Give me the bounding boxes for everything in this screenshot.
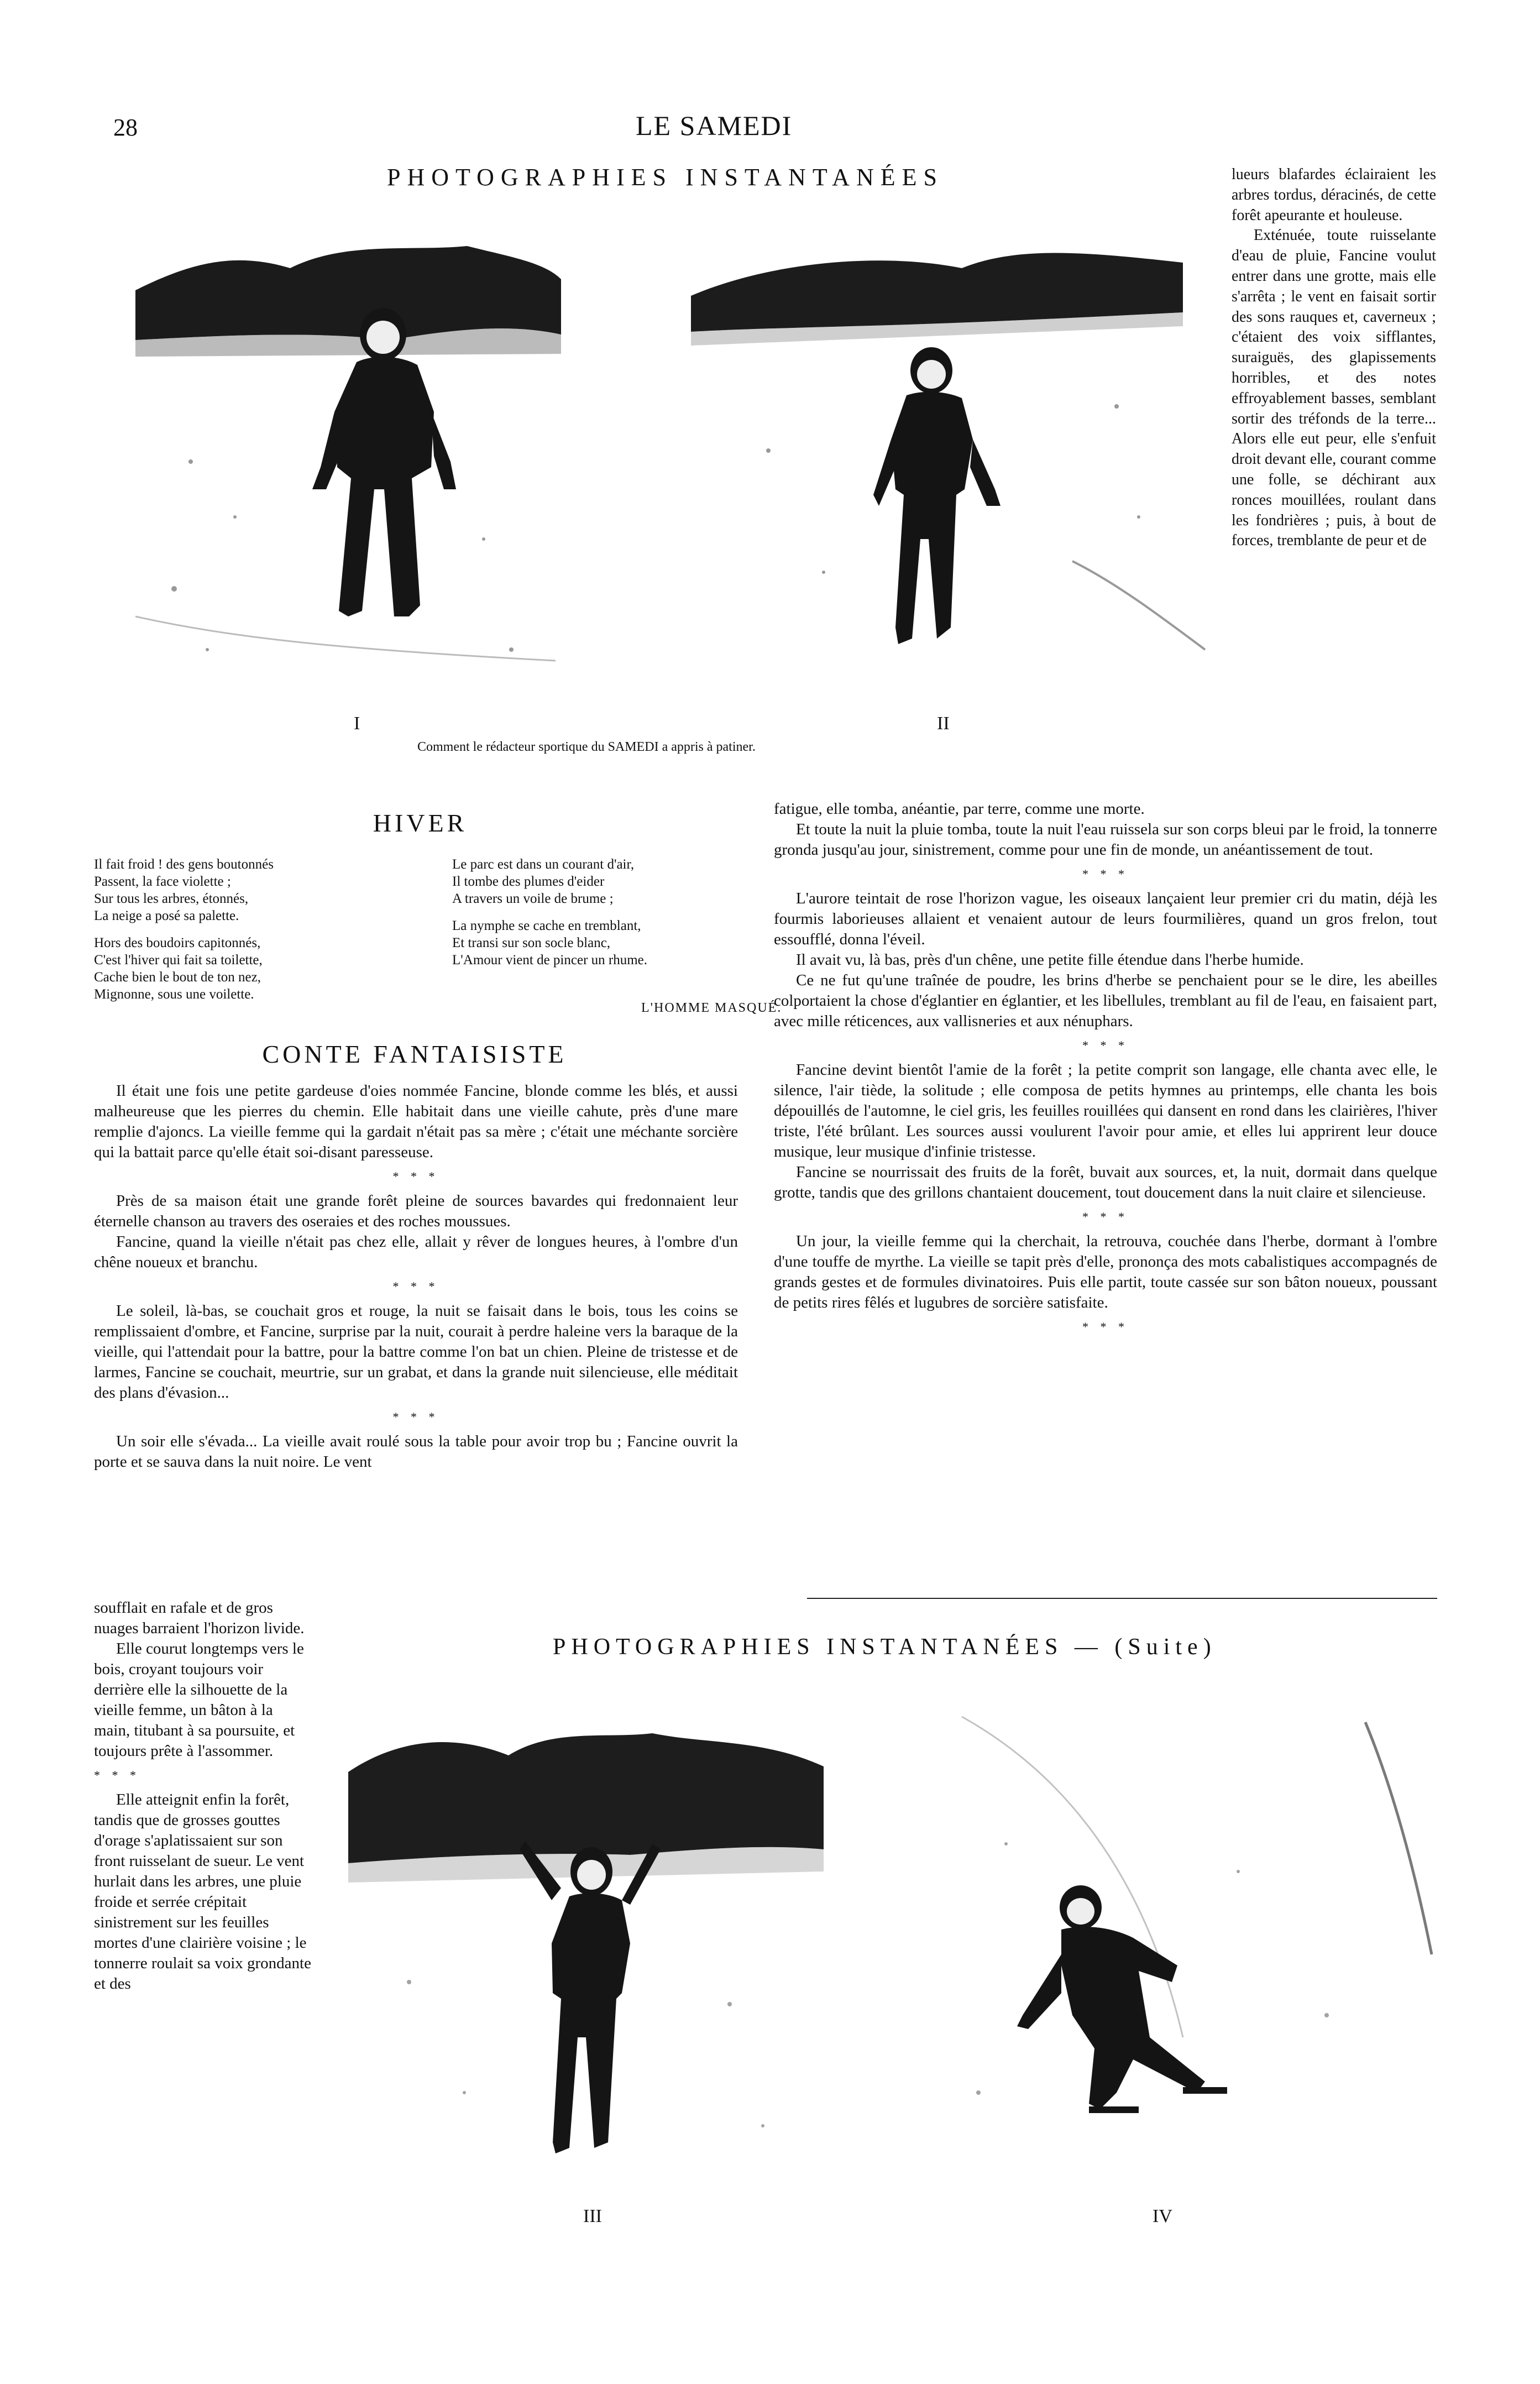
right-column-text [1232,165,1436,551]
section-separator: * * * [392,1169,439,1183]
story-paragraph: Elle courut longtemps vers le bois, croyant toujours voir derrière elle la silhouette de la vieille femme, un bâton à la main, titubant à sa poursuite, et toujours prête à l'assommer. [94,1640,304,1760]
section-separator: * * * [94,1768,140,1782]
section-divider [807,1598,1437,1599]
right-column-paragraph: Exténuée, toute ruisselante d'eau de pluie, Fancine voulut entrer dans une grotte, mais elle s'arrêta ; le vent en faisait sortir des sons rauques et, caverneux ; c'étaient des voix sifflantes, suraiguës, des glapissements horribles, et des notes effroyablement basses, semblant sortir des tréfonds de la terre... Alors elle eut peur, elle s'enfuit droit devant elle, courant comme une folle, se déchirant aux ronces mouillées, roulant dans les fondrières ; puis, à bout de forces, tremblante de peur et de [1232,227,1436,550]
story-paragraph: soufflait en rafale et de gros nuages barraient l'horizon livide. [94,1599,305,1637]
story-paragraph: Ce ne fut qu'une traînée de poudre, les brins d'herbe se penchaient pour se le dire, les abeilles colportaient la chose d'églantier en églantier, et les libellules, tremblant au fil de l'eau, en faisaient part, avec mille réticences, aux vallisneries et aux nénuphars. [774,971,1437,1030]
photo-2-label: II [937,713,950,734]
section-separator: * * * [1082,867,1129,881]
poem-stanza: Le parc est dans un courant d'air, Il tombe des plumes d'eider A travers un voile de brume ; [452,857,635,906]
photo-3-label: III [583,2206,602,2226]
story-paragraph: L'aurore teintait de rose l'horizon vague, les oiseaux lançaient leur premier cri du matin, déjà les fourmis laborieuses allaient et venaient autour de leurs fourmilières, quand un gros frelon, tout essoufflé, donna l'éveil. [774,890,1437,948]
section-separator: * * * [392,1410,439,1424]
page-number: 28 [113,114,138,141]
story-title: CONTE FANTAISISTE [262,1040,567,1068]
story-paragraph: Fancine, quand la vieille n'était pas chez elle, allait y rêver de longues heures, à l'ombre d'un chêne noueux et branchu. [94,1233,738,1271]
poem-stanza: Hors des boudoirs capitonnés, C'est l'hiver qui fait sa toilette, Cache bien le bout de ton nez, Mignonne, sous une voilette. [94,935,263,1002]
story-paragraph: Il était une fois une petite gardeuse d'oies nommée Fancine, blonde comme les blés, et aussi malheureuse que les pierres du chemin. Elle habitait dans une vieille cahute, près d'une mare remplie d'ajoncs. La vieille femme qui la gardait n'était pas sa mère ; c'était une méchante sorcière qui la battait parce qu'elle était soi-disant paresseuse. [94,1082,738,1161]
photo-2 [685,229,1211,683]
photos-bottom-title: PHOTOGRAPHIES INSTANTANÉES — (Suite) [553,1634,1217,1660]
photo-1-label: I [354,713,360,734]
story-paragraph: Elle atteignit enfin la forêt, tandis que de grosses gouttes d'orage s'aplatissaient sur son front ruisselant de sueur. Le vent hurlait dans les arbres, une pluie froide et serrée crépitait sinistrement sur les feuilles mortes d'une clairière voisine ; le tonnerre roulait sa voix grondante et des [94,1791,311,1993]
photo-2-image [685,229,1211,683]
story-paragraph: Un jour, la vieille femme qui la cherchait, la retrouva, couchée dans l'herbe, dormant à l'ombre d'une touffe de myrthe. La vieille se tapit près d'elle, prononça des mots cabalistiques accompagnés de grands gestes et de formules divinatoires. Puis elle partit, toute cassée sur son bâton noueux, poussant de petits rires fêlés et lugubres de sorcière satisfaite. [774,1232,1437,1311]
poem-left-stanzas [94,856,354,1013]
story-paragraph: Fancine devint bientôt l'amie de la forêt ; la petite comprit son langage, elle chanta avec elle, le silence, l'air tiède, la solitude ; elle composa de petits hymnes au printemps, elle chanta les bois dépouillés de l'automne, le ciel gris, les feuilles rouillées qui dansent en rond dans les clairières, l'hiver triste, l'été brûlant. Les sources aussi voulurent l'avoir pour amie, et elles lui apprirent leur douce musique, leur musique d'infinie tristesse. [774,1061,1437,1160]
story-left-column [94,1081,738,1472]
story-narrow-column [94,1598,312,1994]
poem-right-stanzas [452,856,740,979]
photos-section-title: PHOTOGRAPHIES INSTANTANÉES [387,164,944,191]
section-separator: * * * [1082,1210,1129,1224]
section-separator: * * * [1082,1038,1129,1052]
poem-stanza: La nymphe se cache en tremblant, Et transi sur son socle blanc, L'Amour vient de pincer un rhume. [452,918,648,968]
story-paragraph: Il avait vu, là bas, près d'un chêne, une petite fille étendue dans l'herbe humide. [796,951,1304,969]
photo-3-image [343,1706,829,2176]
photo-1-image [124,229,567,691]
story-paragraph: Le soleil, là-bas, se couchait gros et rouge, la nuit se faisait dans le bois, tous les coins se remplissaient d'ombre, et Fancine, surprise par la nuit, courait à perdre haleine vers la baraque de la vieille, qui l'attendait pour la battre, pour la battre comme l'on bat un chien. Pleine de tristesse et de larmes, Fancine se couchait, meurtrie, sur un grabat, et dans la grande nuit silencieuse, elle méditait des plans d'évasion... [94,1302,738,1402]
photo-4-label: IV [1153,2206,1172,2226]
story-right-column [774,799,1437,1341]
section-separator: * * * [1082,1320,1129,1334]
photo-3 [343,1706,829,2176]
photo-4-image [895,1706,1443,2176]
poem-signature: L'HOMME MASQUÉ. [641,1001,782,1015]
story-paragraph: Un soir elle s'évada... La vieille avait roulé sous la table pour avoir trop bu ; Fancine ouvrit la porte et se sauva dans la nuit noire. Le vent [94,1433,738,1471]
story-paragraph: Fancine se nourrissait des fruits de la forêt, buvait aux sources, et, la nuit, dormait dans quelque grotte, tandis que des grillons chantaient doucement, tout doucement dans la nuit claire et silencieuse. [774,1163,1437,1201]
right-column-paragraph: lueurs blafardes éclairaient les arbres tordus, déracinés, de cette forêt apeurante et houleuse. [1232,166,1436,224]
journal-title: LE SAMEDI [636,110,793,141]
poem-title: HIVER [373,809,468,837]
story-paragraph: fatigue, elle tomba, anéantie, par terre, comme une morte. [774,800,1145,818]
photo-1 [124,229,567,691]
poem-stanza: Il fait froid ! des gens boutonnés Passent, la face violette ; Sur tous les arbres, étonnés, La neige a posé sa palette. [94,857,274,923]
photos-caption: Comment le rédacteur sportique du SAMEDI a appris à patiner. [417,740,756,754]
photo-4 [895,1706,1443,2176]
section-separator: * * * [392,1279,439,1293]
story-paragraph: Et toute la nuit la pluie tomba, toute la nuit l'eau ruissela sur son corps bleui par le froid, la tonnerre gronda jusqu'au jour, sinistrement, comme pour une fin de monde, un anéantissement de tout. [774,820,1437,859]
story-paragraph: Près de sa maison était une grande forêt pleine de sources bavardes qui fredonnaient leur éternelle chanson au travers des oseraies et des roches moussues. [94,1192,738,1230]
